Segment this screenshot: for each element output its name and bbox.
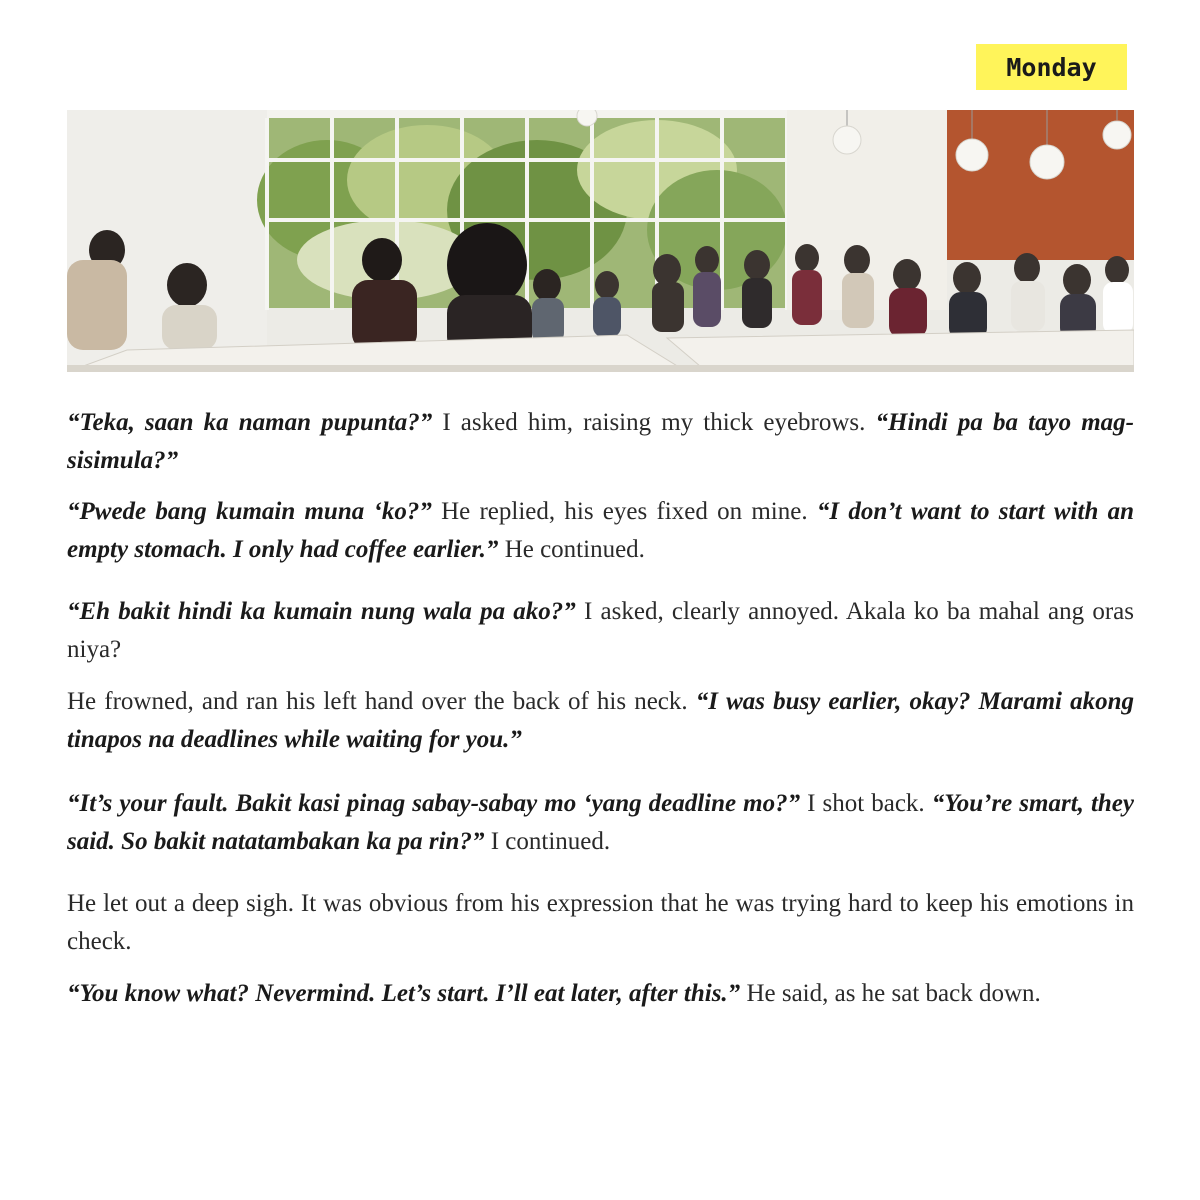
story-paragraph	[67, 885, 1134, 961]
narration: He frowned, and ran his left hand over the back of his neck.	[67, 688, 696, 715]
dialogue: “Hindi pa ba tayo mag-sisimula?”	[67, 409, 1134, 474]
day-label: Monday	[1006, 52, 1097, 82]
dialogue: “Pwede bang kumain muna ‘ko?”	[67, 498, 432, 525]
story-paragraph	[67, 493, 1134, 569]
story-paragraph	[67, 975, 1134, 1013]
narration: I shot back.	[800, 790, 932, 817]
narration: I asked him, raising my thick eyebrows.	[432, 409, 876, 436]
dialogue: “It’s your fault. Bakit kasi pinag sabay-sabay mo ‘yang deadline mo?”	[67, 790, 801, 817]
cafeteria-photo	[67, 110, 1134, 372]
day-label-badge	[976, 44, 1127, 90]
narration: He continued.	[498, 536, 645, 563]
story-paragraph	[67, 683, 1134, 759]
dialogue: “You know what? Nevermind. Let’s start. I’ll eat later, after this.”	[67, 980, 741, 1007]
narration: I asked, clearly annoyed. Akala ko ba mahal ang oras niya?	[67, 598, 1135, 663]
story-paragraph	[67, 593, 1134, 669]
dialogue: “I don’t want to start with an empty stomach. I only had coffee earlier.”	[67, 498, 1135, 563]
narration: He let out a deep sigh. It was obvious from his expression that he was trying hard to keep his emotions in check.	[67, 890, 1134, 955]
story-text	[67, 404, 1134, 1013]
narration: He replied, his eyes fixed on mine.	[431, 498, 817, 525]
dialogue: “I was busy earlier, okay? Marami akong tinapos na deadlines while waiting for you.”	[67, 688, 1134, 753]
dialogue: “Teka, saan ka naman pupunta?”	[67, 409, 433, 436]
story-paragraph	[67, 785, 1134, 861]
dialogue: “You’re smart, they said. So bakit natatambakan ka pa rin?”	[67, 790, 1134, 855]
narration: I continued.	[484, 828, 611, 855]
narration: He said, as he sat back down.	[740, 980, 1041, 1007]
story-paragraph	[67, 404, 1134, 480]
dialogue: “Eh bakit hindi ka kumain nung wala pa ako?”	[67, 598, 576, 625]
cafeteria-photo-illustration	[67, 110, 1134, 372]
